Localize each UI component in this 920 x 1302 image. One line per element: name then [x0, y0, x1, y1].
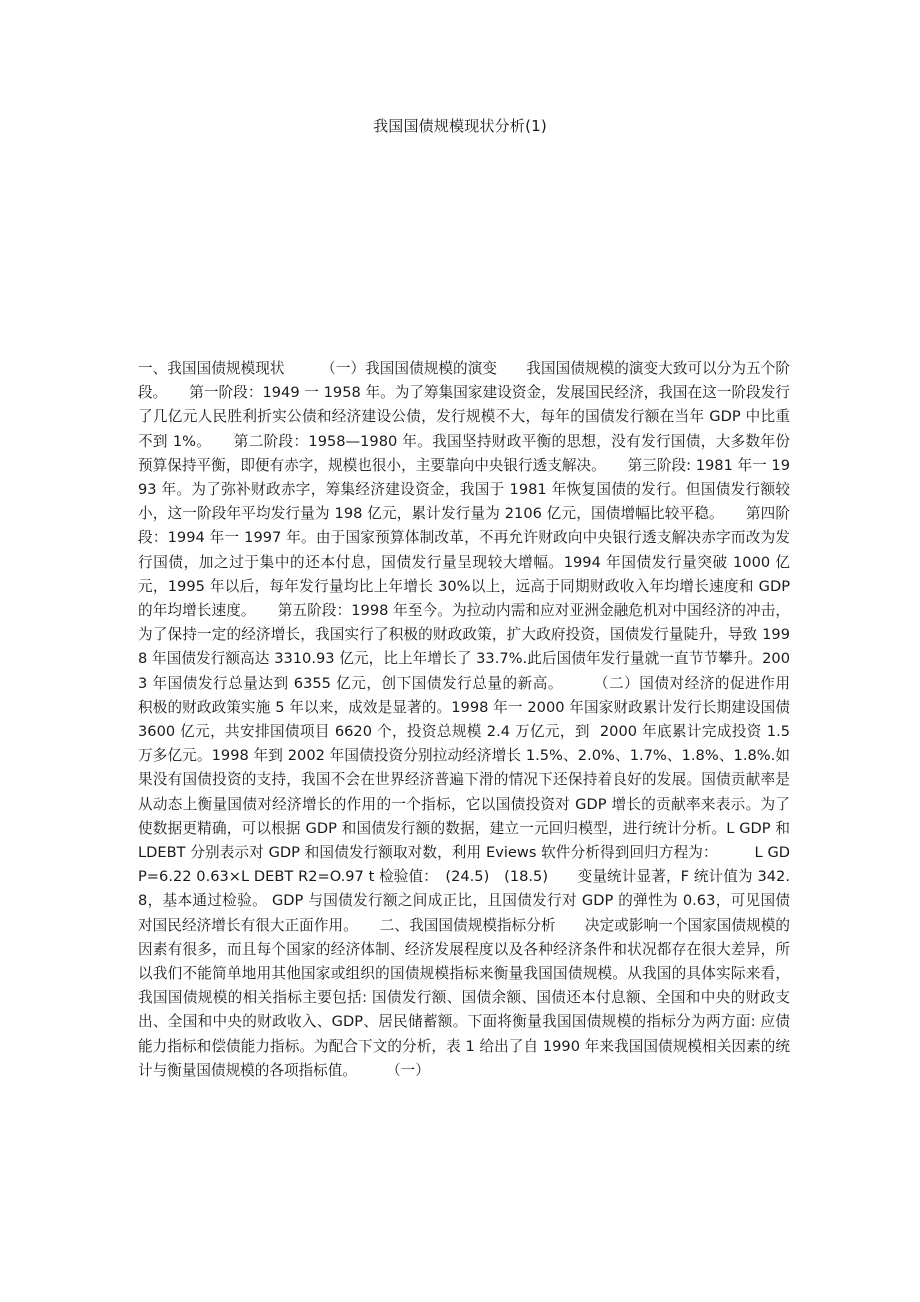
document-body-paragraph: 一、我国国债规模现状 （一）我国国债规模的演变 我国国债规模的演变大致可以分为五个阶段。 第一阶段：1949 一 1958 年。为了筹集国家建设资金，发展国民经济，我国在这一阶段发行了几亿元人民胜利折实公债和经济建设公债，发行规模不大，每年的国债发行额在当年 GDP 中比重不到 1%。 第二阶段：1958—1980 年。我国坚持财政平衡的思想，没有发行国债，大多数年份预算保持平衡，即便有赤字，规模也很小，主要靠向中央银行透支解决。 第三阶段: 1981 年一 1993 年。为了弥补财政赤字，筹集经济建设资金，我国于 1981 年恢复国债的发行。但国债发行额较小，这一阶段年平均发行量为 198 亿元，累计发行量为 2106 亿元，国债增幅比较平稳。 第四阶段：1994 年一 1997 年。由于国家预算体制改革，不再允许财政向中央银行透支解决赤字而改为发行国债，加之过于集中的还本付息，国债发行量呈现较大增幅。1994 年国债发行量突破 1000 亿元，1995 年以后，每年发行量均比上年增长 30%以上，远高于同期财政收入年均增长速度和 GDP 的年均增长速度。 第五阶段：1998 年至今。为拉动内需和应对亚洲金融危机对中国经济的冲击，为了保持一定的经济增长，我国实行了积极的财政政策，扩大政府投资，国债发行量陡升，导致 1998 年国债发行额高达 3310.93 亿元，比上年增长了 33.7%.此后国债年发行量就一直节节攀升。2003 年国债发行总量达到 6355 亿元，创下国债发行总量的新高。 （二）国债对经济的促进作用 积极的财政政策实施 5 年以来，成效是显著的。1998 年一 2000 年国家财政累计发行长期建设国债 3600 亿元，共安排国债项目 6620 个，投资总规模 2.4 万亿元，到 2000 年底累计完成投资 1.5 万多亿元。1998 年到 2002 年国债投资分别拉动经济增长 1.5%、2.0%、1.7%、1.8%、1.8%.如果没有国债投资的支持，我国不会在世界经济普遍下滑的情况下还保持着良好的发展。国债贡献率是从动态上衡量国债对经济增长的作用的一个指标，它以国债投资对 GDP 增长的贡献率来表示。为了使数据更精确，可以根据 GDP 和国债发行额的数据，建立一元回归模型，进行统计分析。L GDP 和 LDEBT 分别表示对 GDP 和国债发行额取对数，利用 Eviews 软件分析得到回归方程为： L GDP=6.22 0.63×L DEBT R2=O.97 t 检验值： (24.5) (18.5) 变量统计显著，F 统计值为 342.8，基本通过检验。 GDP 与国债发行额之间成正比，且国债发行对 GDP 的弹性为 0.63，可见国债对国民经济增长有很大正面作用。 二、我国国债规模指标分析 决定或影响一个国家国债规模的因素有很多，而且每个国家的经济体制、经济发展程度以及各种经济条件和状况都存在很大差异，所以我们不能简单地用其他国家或组织的国债规模指标来衡量我国国债规模。从我国的具体实际来看，我国国债规模的相关指标主要包括: 国债发行额、国债余额、国债还本付息额、全国和中央的财政支出、全国和中央的财政收入、GDP、居民储蓄额。下面将衡量我国国债规模的指标分为两方面: 应债能力指标和偿债能力指标。为配合下文的分析，表 1 给出了自 1990 年来我国国债规模相关因素的统计与衡量国债规模的各项指标值。 （一）: [138, 360, 820, 1079]
document-title: 我国国债规模现状分析(1): [373, 117, 547, 135]
